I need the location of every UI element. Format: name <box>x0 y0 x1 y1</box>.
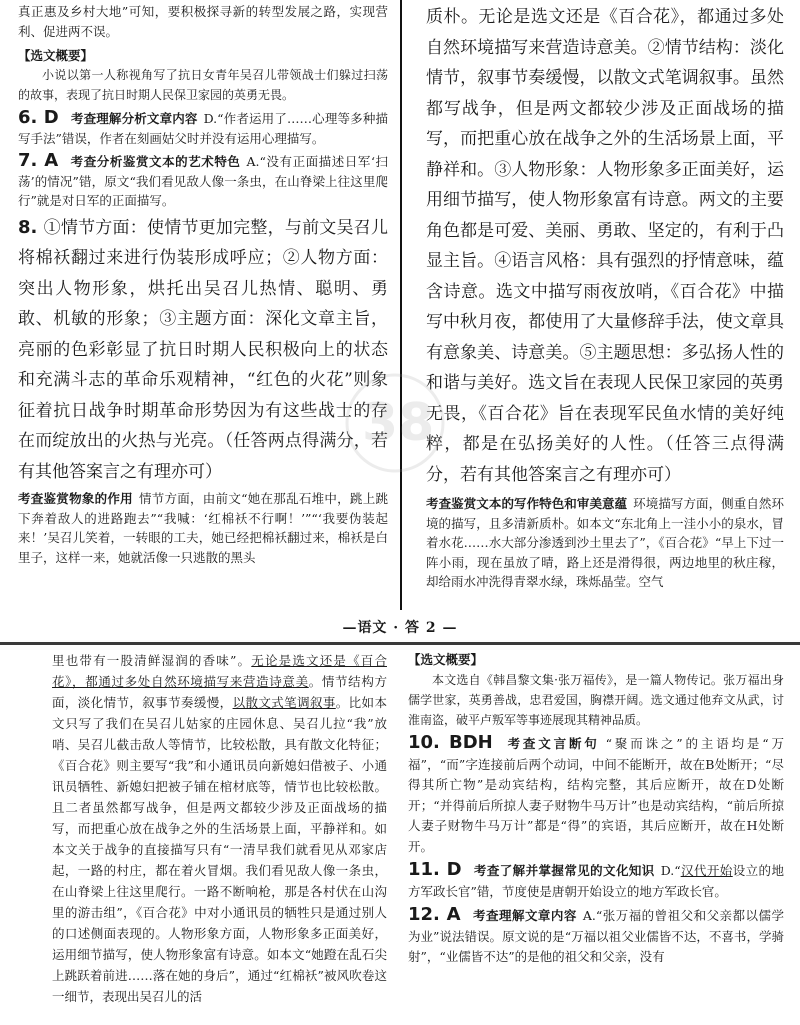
q11-tag: 考查了解并掌握常见的文化知识 <box>473 863 655 878</box>
q7-number: 7. A <box>18 150 59 171</box>
q10-number: 10. BDH <box>408 732 493 753</box>
watermark-logo <box>330 368 460 478</box>
summary2-title: 【选文概要】 <box>408 652 484 667</box>
intro-text: 真正惠及乡村大地”可知，要积极探寻新的转型发展之路，实现营利、促进两不误。 <box>18 4 388 39</box>
q12-number: 12. A <box>408 904 461 925</box>
page-footer: —语文 · 答 2 — <box>342 620 458 636</box>
summary2-text: 本文选自《韩昌黎文集·张万福传》，是一篇人物传记。张万福出身儒学世家，英勇善战，忠君爱国，胸襟开阔。选文通过他弃文从武，讨淮南盗，破平卢叛军等事迹展现其精神品质。 <box>408 673 784 727</box>
top-left-column <box>18 2 388 608</box>
q12-text: A.“张万福的曾祖父和父亲都以儒学为业”说法错误。原文说的是“万福以祖父业儒皆不达，不喜书，学骑射”，“业儒皆不达”的是他的祖父和父亲，没有 <box>408 908 784 964</box>
bottom-left-column <box>52 650 387 1025</box>
q6-tag: 考查理解分析文章内容 <box>70 111 198 126</box>
q8-tag: 考查鉴赏物象的作用 <box>18 491 133 506</box>
comparison-underline-2: 以散文式笔调叙事 <box>232 695 336 710</box>
top-right-column <box>426 2 784 608</box>
comparison-paragraph <box>52 650 387 1007</box>
comparison-text-c: 。比如本文只写了我们在吴召儿姑家的庄园休息、吴召儿拉“我”放哨、吴召儿截击敌人等情节，比较松散，具有散文化特征；《百合花》则主要写“我”和小通讯员向新媳妇借被子、小通讯员牺牲、新媳妇把被子铺在棺材底等，情节也比较松散。且二者虽然都写战争，但是两文都较少涉及正面战场的描写，而把重心放在战争之外的生活场景上面，平静祥和。如本文关于战争的直接描写只有“一清早我们就看见从邓家店起，一路的村庄，都在着火冒烟。我们看见敌人像一条虫，在山脊梁上往这里爬行。一路不断响枪，那是各村伏在山沟里的游击组”，《百合花》中对小通讯员的牺牲只是通过别人的口述侧面表现的。人物形象方面，人物形象多正面美好，运用细节描写，使人物形象富有诗意。如本文“她蹬在乱石尖上跳跃着前进……落在她的身后”，通过“红棉袄”被风吹卷这一细节，表现出吴召儿的活 <box>52 695 387 1004</box>
q7-answer <box>18 151 388 211</box>
q8-analysis <box>18 489 388 567</box>
q11-answer <box>408 860 784 902</box>
q11-number: 11. D <box>408 859 462 880</box>
q11-underline: 汉代开始 <box>680 863 733 878</box>
q7-text: A.“没有正面描述日军‘扫荡’的情况”错，原文“我们看见敌人像一条虫，在山脊梁上往这里爬行”就是对日军的正面描写。 <box>18 154 388 208</box>
q6-number: 6. D <box>18 107 59 128</box>
q8-text: ①情节方面：使情节更加完整，与前文吴召儿将棉袄翻过来进行伪装形成呼应；②人物方面：突出人物形象，烘托出吴召儿热情、聪明、勇敢、机敏的形象；③主题方面：深化文章主旨，亮丽的色彩彰显了抗日时期人民积极向上的状态和充满斗志的革命乐观精神，“红色的火花”则象征着抗日战争时期革命形势因为有这些战士的存在而绽放出的火热与光亮。（任答两点得满分，若有其他答案言之有理亦可） <box>18 217 388 482</box>
q10-answer <box>408 733 784 857</box>
comparison-text-b: 。情节结构方面，淡化情节，叙事节奏缓慢， <box>52 674 387 710</box>
summary-text: 小说以第一人称视角写了抗日女青年吴召儿带领战士们躲过扫荡的故事，表现了抗日时期人民保卫家园的英勇无畏。 <box>18 68 388 102</box>
q12-tag: 考查理解文章内容 <box>472 908 577 923</box>
q8-number: 8. <box>18 216 38 238</box>
svg-text:38: 38 <box>362 393 435 453</box>
bottom-right-column <box>408 650 784 1025</box>
essay-tag: 考查鉴赏文本的写作特色和审美意蕴 <box>426 496 628 511</box>
q8-analysis-text: 情节方面，由前文“她在那乱石堆中，跳上跳下奔着敌人的进路跑去”“我喊：‘红棉袄不行啊！’”“‘我要伪装起来！’吴召儿笑着，一转眼的工夫，她已经把棉袄翻过来，棉袄是白里子，这样一来，她就活像一只逃散的黑头 <box>18 491 388 565</box>
q12-answer <box>408 905 784 968</box>
q10-text: “聚而诛之”的主语均是“万福”，“而”字连接前后两个动词，中间不能断开，故在B处断开；“尽得其所亡物”是动宾结构，结构完整，其后应断开，故在D处断开；“并得前后所掠人妻子财物牛马万计”也是动宾结构，“前后所掠人妻子财物牛马万计”都是“得”的宾语，其后应断开，故在H处断开。 <box>408 736 784 854</box>
essay-analysis <box>426 494 784 592</box>
q11-text-b: 设立的地方军政长官”错，节度使是唐朝开始设立的地方军政长官。 <box>408 863 784 899</box>
column-divider <box>400 0 402 610</box>
q6-text: D.“作者运用了……心理等多种描写手法”错误，作者在刻画姑父时并没有运用心理描写。 <box>18 111 388 146</box>
q6-answer <box>18 108 388 148</box>
section-rule <box>0 642 800 645</box>
comparison-underline-1: 无论是选文还是《百合花》，都通过多处自然环境描写来营造诗意美 <box>52 653 387 689</box>
q7-tag: 考查分析鉴赏文本的艺术特色 <box>70 154 241 169</box>
essay-analysis-text: 环境描写方面，侧重自然环境的描写，且多清新质朴。如本文“东北角上一洼小小的泉水，冒着水花……水大部分渗透到沙土里去了”，《百合花》“早上下过一阵小雨，现在虽放了晴，路上还是滑得很，两边地里的秋庄稼，却给雨水冲洗得青翠水绿，珠烁晶莹。空气 <box>426 496 784 589</box>
q10-tag: 考查文言断句 <box>504 736 600 751</box>
summary-title: 【选文概要】 <box>18 48 94 63</box>
essay-answer: 质朴。无论是选文还是《百合花》，都通过多处自然环境描写来营造诗意美。②情节结构：淡化情节，叙事节奏缓慢，以散文式笔调叙事。虽然都写战争，但是两文都较少涉及正面战场的描写，而把重心放在战争之外的生活场景上面，平静祥和。③人物形象：人物形象多正面美好，运用细节描写，使人物形象富有诗意。两文的主要角色都是可爱、美丽、勇敢、坚定的，有利于凸显主旨。④语言风格：具有强烈的抒情意味，蕴含诗意。选文中描写雨夜放哨，《百合花》中描写中秋月夜，都使用了大量修辞手法，使文章具有意象美、诗意美。⑤主题思想：多弘扬人性的和谐与美好。选文旨在表现人民保卫家园的英勇无畏，《百合花》旨在表现军民鱼水情的美好纯粹，都是在弘扬美好的人性。（任答三点得满分，若有其他答案言之有理亦可） <box>426 7 784 485</box>
comparison-text-a: 里也带有一股清鲜湿润的香味”。 <box>52 653 252 668</box>
q11-text-a: D.“ <box>660 863 681 878</box>
